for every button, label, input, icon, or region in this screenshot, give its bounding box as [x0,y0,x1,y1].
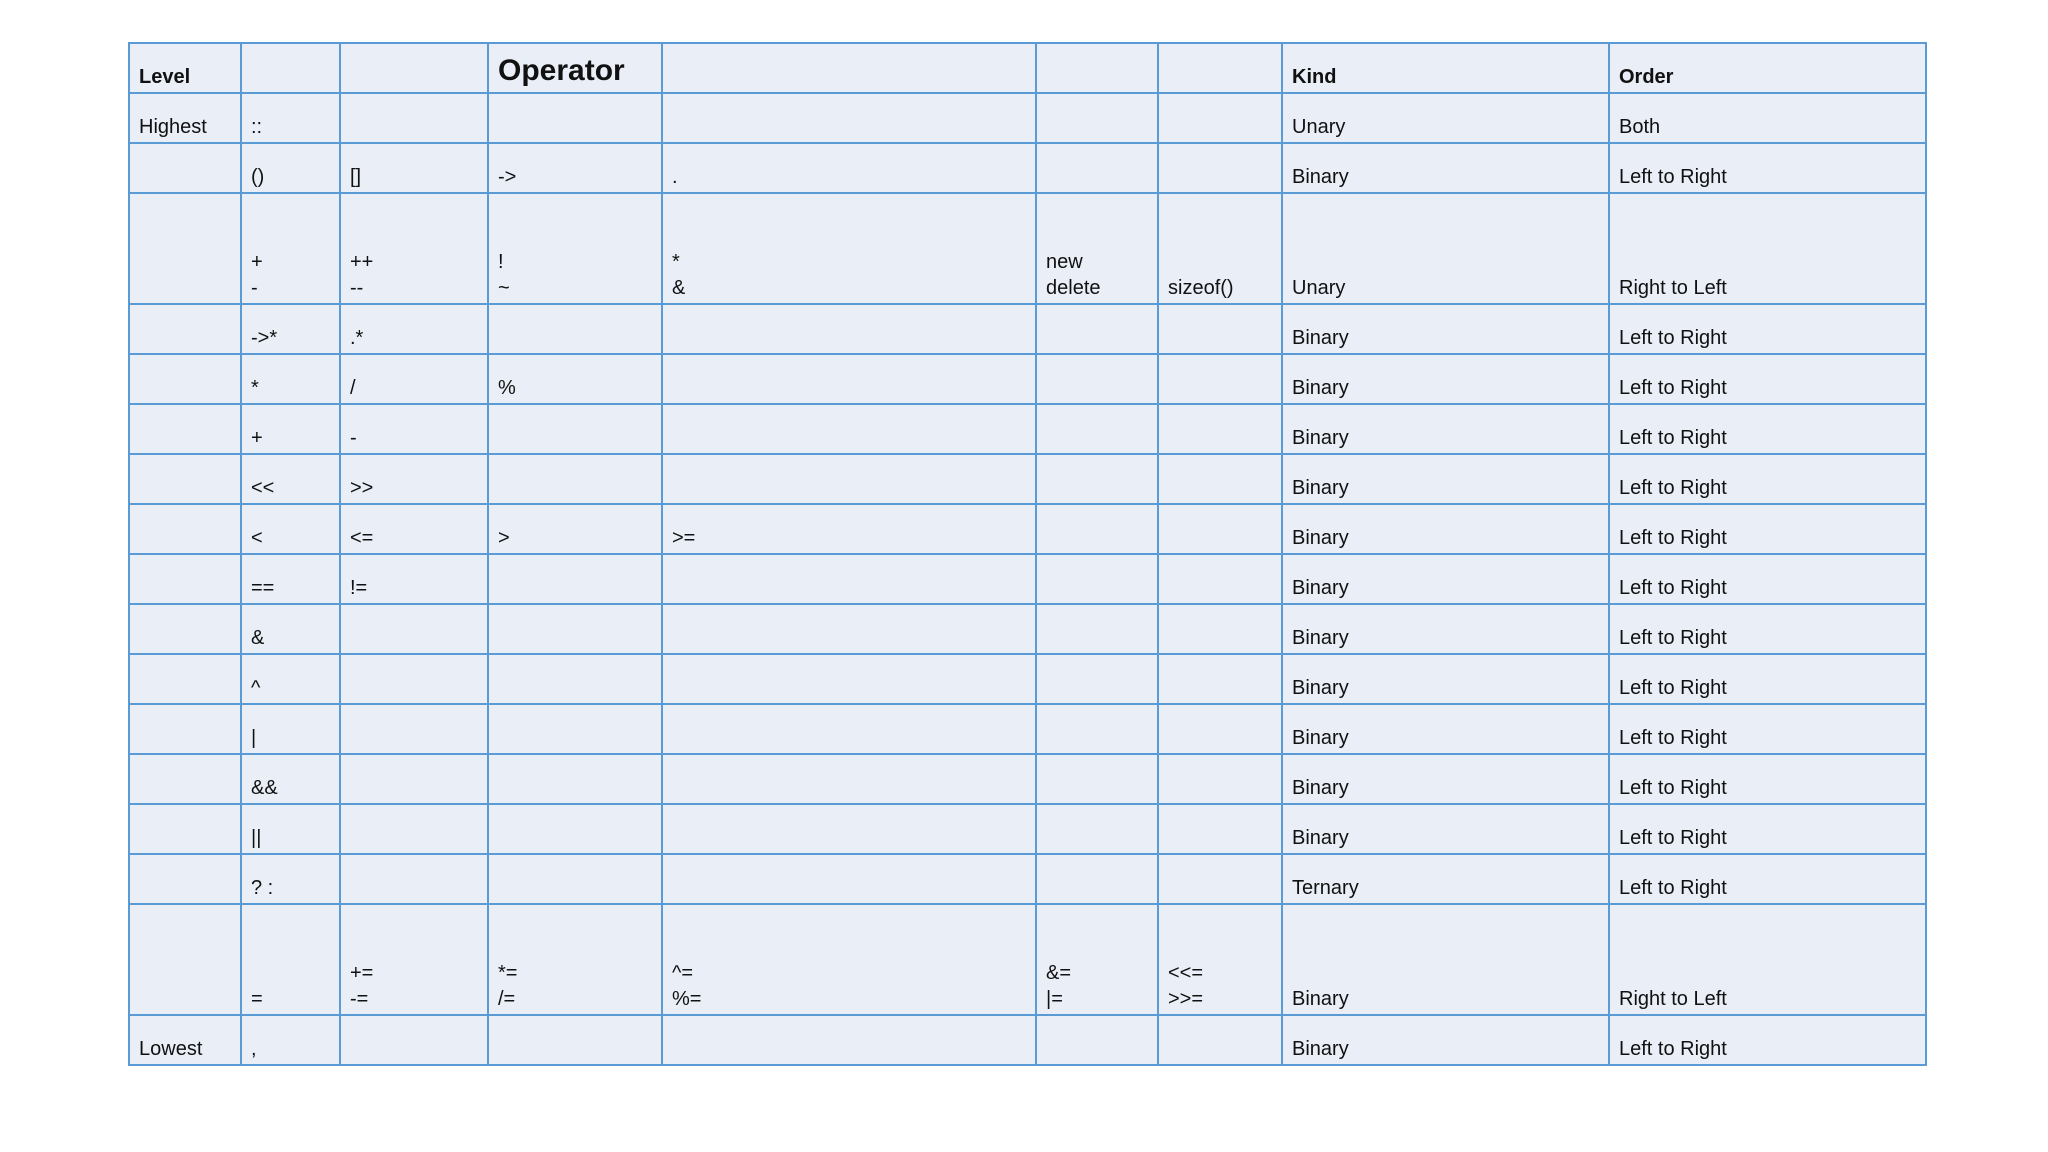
level-cell [129,804,241,854]
operator-cell-4 [662,604,1036,654]
operator-cell-3 [488,554,662,604]
kind-cell: Binary [1282,554,1609,604]
level-cell [129,654,241,704]
operator-cell-1: == [241,554,340,604]
operator-cell-2 [340,754,488,804]
operator-symbol: &= [1046,962,1072,984]
operator-symbol: %= [672,988,702,1010]
table-row [129,604,1926,654]
operator-cell-1: = [241,904,340,1015]
header-blank [241,43,340,93]
operator-symbol: >>= [1168,988,1204,1010]
operator-cell-3 [488,704,662,754]
table-row [129,754,1926,804]
operator-cell-5 [1036,904,1158,1015]
table-row [129,1015,1926,1065]
operator-cell-3 [488,654,662,704]
order-cell: Left to Right [1609,754,1926,804]
operator-cell-6 [1158,604,1282,654]
operator-symbol: ~ [498,277,510,299]
table-row [129,193,1926,304]
operator-cell-2: >> [340,454,488,504]
operator-cell-4 [662,304,1036,354]
kind-cell: Binary [1282,804,1609,854]
operator-cell-6 [1158,904,1282,1015]
operator-cell-3 [488,904,662,1015]
operator-cell-5 [1036,304,1158,354]
operator-symbol: ++ [350,251,374,273]
operator-cell-3 [488,604,662,654]
table-row [129,704,1926,754]
operator-symbol: & [672,277,686,299]
level-cell [129,554,241,604]
operator-cell-2: != [340,554,488,604]
operator-cell-3 [488,404,662,454]
operator-cell-1: & [241,604,340,654]
table-row [129,143,1926,193]
order-cell: Both [1609,93,1926,143]
header-blank [1158,43,1282,93]
table-row [129,554,1926,604]
order-cell: Left to Right [1609,654,1926,704]
operator-cell-2 [340,904,488,1015]
operator-cell-5 [1036,554,1158,604]
operator-cell-5 [1036,854,1158,904]
operator-cell-5 [1036,93,1158,143]
operator-cell-6 [1158,404,1282,454]
kind-cell: Binary [1282,304,1609,354]
operator-symbol: += [350,962,374,984]
operator-symbol: /= [498,988,516,1010]
operator-symbol: <<= [1168,962,1204,984]
operator-cell-4 [662,754,1036,804]
operator-cell-2: / [340,354,488,404]
operator-cell-2: - [340,404,488,454]
operator-symbol: *= [498,962,518,984]
operator-cell-6 [1158,354,1282,404]
operator-cell-1 [241,193,340,304]
operator-cell-4 [662,854,1036,904]
order-cell: Right to Left [1609,904,1926,1015]
header-blank [1036,43,1158,93]
operator-cell-4 [662,654,1036,704]
operator-cell-5 [1036,454,1158,504]
operator-cell-5 [1036,354,1158,404]
operator-cell-4 [662,1015,1036,1065]
operator-cell-3 [488,1015,662,1065]
level-cell [129,604,241,654]
operator-cell-2 [340,704,488,754]
order-cell: Left to Right [1609,504,1926,554]
kind-cell: Unary [1282,93,1609,143]
kind-cell: Ternary [1282,854,1609,904]
operator-symbol: * [672,251,680,273]
order-cell: Left to Right [1609,704,1926,754]
operator-symbol: + [251,251,263,273]
operator-cell-5 [1036,1015,1158,1065]
operator-cell-3 [488,754,662,804]
operator-cell-5 [1036,604,1158,654]
order-cell: Left to Right [1609,354,1926,404]
level-cell [129,304,241,354]
operator-cell-3 [488,304,662,354]
table-row [129,654,1926,704]
header-operator: Operator [488,43,662,93]
operator-symbol: ! [498,251,504,273]
table-body [129,43,1926,1065]
kind-cell: Binary [1282,354,1609,404]
level-cell [129,504,241,554]
operator-cell-3 [488,193,662,304]
operator-cell-6 [1158,143,1282,193]
operator-cell-5 [1036,193,1158,304]
operator-cell-2 [340,854,488,904]
operator-cell-4 [662,554,1036,604]
level-cell: Highest [129,93,241,143]
kind-cell: Unary [1282,193,1609,304]
operator-cell-5 [1036,704,1158,754]
header-kind: Kind [1282,43,1609,93]
level-cell [129,354,241,404]
kind-cell: Binary [1282,654,1609,704]
order-cell: Left to Right [1609,304,1926,354]
operator-cell-1: :: [241,93,340,143]
operator-cell-3 [488,93,662,143]
operator-cell-2 [340,654,488,704]
operator-cell-2: <= [340,504,488,554]
operator-cell-6 [1158,1015,1282,1065]
operator-cell-4: >= [662,504,1036,554]
table-row [129,504,1926,554]
kind-cell: Binary [1282,454,1609,504]
header-blank [662,43,1036,93]
operator-cell-4 [662,193,1036,304]
operator-cell-3 [488,454,662,504]
operator-cell-6 [1158,754,1282,804]
operator-cell-4: . [662,143,1036,193]
level-cell [129,704,241,754]
operator-cell-1: , [241,1015,340,1065]
operator-cell-4 [662,93,1036,143]
operator-cell-6 [1158,554,1282,604]
level-cell [129,904,241,1015]
level-cell [129,143,241,193]
table-row [129,804,1926,854]
operator-cell-4 [662,404,1036,454]
table-row [129,404,1926,454]
operator-cell-1: || [241,804,340,854]
operator-cell-1: ->* [241,304,340,354]
operator-cell-6 [1158,304,1282,354]
operator-cell-2 [340,193,488,304]
operator-symbol: ^= [672,962,694,984]
level-cell [129,854,241,904]
kind-cell: Binary [1282,1015,1609,1065]
table-row [129,304,1926,354]
operator-cell-5 [1036,404,1158,454]
order-cell: Left to Right [1609,804,1926,854]
level-cell [129,754,241,804]
table-row [129,904,1926,1015]
level-cell: Lowest [129,1015,241,1065]
operator-cell-4 [662,704,1036,754]
operator-cell-6 [1158,854,1282,904]
operator-cell-6 [1158,504,1282,554]
operator-cell-6 [1158,93,1282,143]
operator-symbol: -- [350,277,364,299]
operator-symbol: |= [1046,988,1063,1010]
operator-cell-6 [1158,804,1282,854]
order-cell: Left to Right [1609,604,1926,654]
table-row [129,454,1926,504]
operator-symbol: -= [350,988,369,1010]
operator-cell-2 [340,93,488,143]
operator-cell-4 [662,454,1036,504]
operator-cell-3: % [488,354,662,404]
kind-cell: Binary [1282,504,1609,554]
level-cell [129,454,241,504]
operator-cell-2 [340,804,488,854]
operator-cell-1: < [241,504,340,554]
header-row [129,43,1926,93]
level-cell [129,193,241,304]
operator-cell-4 [662,904,1036,1015]
operator-cell-2 [340,1015,488,1065]
operator-symbol: delete [1046,277,1101,299]
header-blank [340,43,488,93]
kind-cell: Binary [1282,604,1609,654]
operator-cell-6 [1158,704,1282,754]
level-cell [129,404,241,454]
operator-cell-3: > [488,504,662,554]
operator-cell-1: ? : [241,854,340,904]
order-cell: Left to Right [1609,1015,1926,1065]
operator-cell-3 [488,804,662,854]
operator-cell-2: [] [340,143,488,193]
operator-cell-5 [1036,754,1158,804]
operator-cell-5 [1036,654,1158,704]
kind-cell: Binary [1282,754,1609,804]
operator-cell-1: () [241,143,340,193]
table-row [129,354,1926,404]
operator-cell-5 [1036,804,1158,854]
kind-cell: Binary [1282,143,1609,193]
kind-cell: Binary [1282,704,1609,754]
operator-symbol: new [1046,251,1083,273]
table-row [129,854,1926,904]
operator-cell-3: -> [488,143,662,193]
operator-cell-1: ^ [241,654,340,704]
operator-cell-5 [1036,504,1158,554]
order-cell: Left to Right [1609,404,1926,454]
operator-cell-1: * [241,354,340,404]
kind-cell: Binary [1282,904,1609,1015]
operator-cell-6 [1158,654,1282,704]
order-cell: Left to Right [1609,854,1926,904]
operator-symbol: - [251,277,258,299]
order-cell: Left to Right [1609,554,1926,604]
header-order: Order [1609,43,1926,93]
operator-precedence-table [128,42,1927,1066]
operator-cell-1: + [241,404,340,454]
operator-cell-1: && [241,754,340,804]
operator-cell-1: << [241,454,340,504]
order-cell: Left to Right [1609,143,1926,193]
header-level: Level [129,43,241,93]
operator-cell-2 [340,604,488,654]
order-cell: Right to Left [1609,193,1926,304]
operator-cell-6: sizeof() [1158,193,1282,304]
operator-cell-5 [1036,143,1158,193]
kind-cell: Binary [1282,404,1609,454]
operator-cell-2: .* [340,304,488,354]
operator-cell-4 [662,804,1036,854]
operator-cell-4 [662,354,1036,404]
operator-cell-3 [488,854,662,904]
operator-cell-1: | [241,704,340,754]
operator-cell-6 [1158,454,1282,504]
table-row [129,93,1926,143]
order-cell: Left to Right [1609,454,1926,504]
